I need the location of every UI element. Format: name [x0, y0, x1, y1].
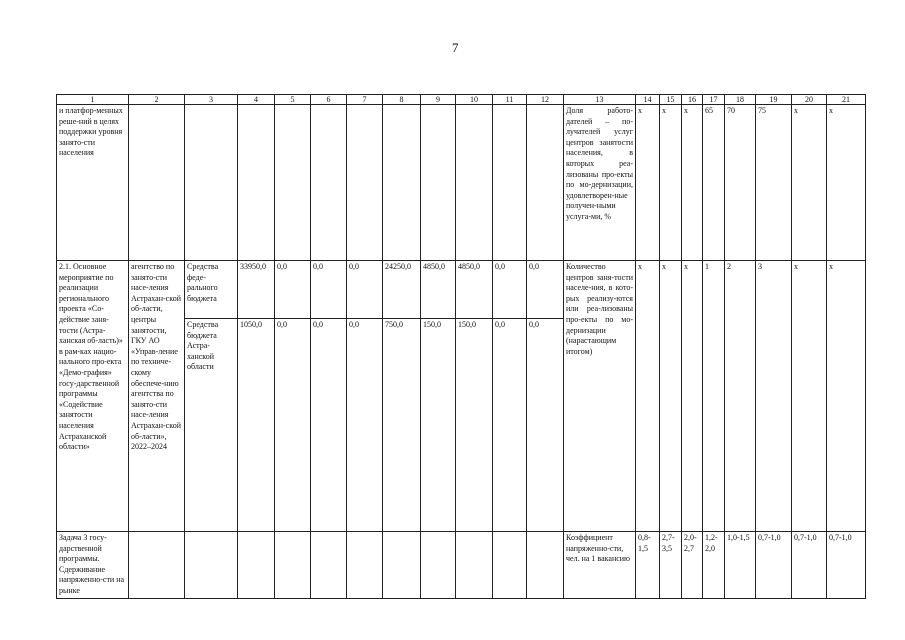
col-header: 17 [703, 95, 725, 105]
indicator-value: x [682, 105, 703, 261]
col-header: 20 [792, 95, 827, 105]
amount-cell: 0,0 [347, 261, 383, 319]
indicator-value: 1,0-1,5 [725, 532, 756, 599]
col-header: 9 [421, 95, 456, 105]
indicator-value: 65 [703, 105, 725, 261]
col-header: 19 [756, 95, 792, 105]
page-number: 7 [452, 40, 459, 55]
table-row [57, 261, 866, 319]
indicator-value: x [660, 105, 682, 261]
indicator-value: 1,2-2,0 [703, 532, 725, 599]
indicator-value: x [682, 261, 703, 532]
indicator-value: 2,7-3,5 [660, 532, 682, 599]
amount-cell: 0,0 [527, 261, 564, 319]
empty-cell [421, 532, 456, 599]
col-header: 16 [682, 95, 703, 105]
empty-cell [238, 105, 275, 261]
funding-source: Средства феде-рального бюджета [185, 261, 238, 319]
indicator-value: x [827, 261, 866, 532]
col-header: 10 [456, 95, 493, 105]
empty-cell [185, 532, 238, 599]
indicator-value: 70 [725, 105, 756, 261]
amount-cell: 0,0 [347, 319, 383, 532]
col-header: 15 [660, 95, 682, 105]
amount-cell: 0,0 [275, 319, 311, 532]
empty-cell [311, 532, 347, 599]
activity-name: 2.1. Основное мероприятие по реализации регионального проекта «Со-действие заня-тости (Астра-ханская об-ласть)» в рам-ках нацио-нального про-екта «Демо-графия» госу-дарственной программы «Содействие занятости населения Астраханской области» [57, 261, 129, 532]
indicator-name: Количество центров заня-тости населе-ния, в кото-рых реализу-ются или реа-лизованы про-екты по мо-дернизации (нарастающим итогом) [564, 261, 636, 532]
indicator-value: x [636, 105, 660, 261]
col-header: 8 [383, 95, 421, 105]
empty-cell [493, 105, 527, 261]
indicator-value: 75 [756, 105, 792, 261]
empty-cell [347, 532, 383, 599]
col-header: 4 [238, 95, 275, 105]
amount-cell: 0,0 [493, 261, 527, 319]
indicator-value: x [792, 261, 827, 532]
empty-cell [456, 532, 493, 599]
indicator-value: 0,7-1,0 [827, 532, 866, 599]
amount-cell: 24250,0 [383, 261, 421, 319]
empty-cell [129, 532, 185, 599]
amount-cell: 150,0 [456, 319, 493, 532]
empty-cell [493, 532, 527, 599]
col-header: 5 [275, 95, 311, 105]
indicator-name: Коэффициент напряженно-сти, чел. на 1 вакансию [564, 532, 636, 599]
col-header: 11 [493, 95, 527, 105]
empty-cell [275, 532, 311, 599]
funding-source: Средства бюджета Астра-ханской области [185, 319, 238, 532]
amount-cell: 150,0 [421, 319, 456, 532]
indicator-value: x [636, 261, 660, 532]
indicator-value: 0,7-1,0 [792, 532, 827, 599]
col-header: 1 [57, 95, 129, 105]
empty-cell [311, 105, 347, 261]
empty-cell [185, 105, 238, 261]
amount-cell: 0,0 [527, 319, 564, 532]
empty-cell [383, 105, 421, 261]
activity-name: и платфор-менных реше-ний в целях поддержки уровня занято-сти населения [57, 105, 129, 261]
indicator-value: 2 [725, 261, 756, 532]
task-name: Задача 3 госу-дарственной программы. Сдерживание напряженно-сти на рынке [57, 532, 129, 599]
col-header: 18 [725, 95, 756, 105]
indicator-value: 3 [756, 261, 792, 532]
col-header: 12 [527, 95, 564, 105]
indicator-value: x [660, 261, 682, 532]
indicator-value: 2,0-2,7 [682, 532, 703, 599]
indicator-value: x [827, 105, 866, 261]
col-header: 21 [827, 95, 866, 105]
amount-cell: 4850,0 [456, 261, 493, 319]
col-header: 14 [636, 95, 660, 105]
table-row [57, 532, 866, 599]
empty-cell [238, 532, 275, 599]
indicator-value: 1 [703, 261, 725, 532]
program-table [56, 94, 866, 599]
col-header: 6 [311, 95, 347, 105]
empty-cell [383, 532, 421, 599]
amount-cell: 0,0 [311, 261, 347, 319]
indicator-value: x [792, 105, 827, 261]
empty-cell [129, 105, 185, 261]
amount-cell: 0,0 [493, 319, 527, 532]
amount-cell: 1050,0 [238, 319, 275, 532]
amount-cell: 4850,0 [421, 261, 456, 319]
header-row [57, 95, 866, 105]
amount-cell: 0,0 [275, 261, 311, 319]
amount-cell: 33950,0 [238, 261, 275, 319]
indicator-value: 0,7-1,0 [756, 532, 792, 599]
empty-cell [456, 105, 493, 261]
empty-cell [527, 532, 564, 599]
col-header: 2 [129, 95, 185, 105]
empty-cell [347, 105, 383, 261]
indicator-value: 0,8-1,5 [636, 532, 660, 599]
empty-cell [275, 105, 311, 261]
empty-cell [527, 105, 564, 261]
col-header: 3 [185, 95, 238, 105]
amount-cell: 750,0 [383, 319, 421, 532]
executor: агентство по занято-сти насе-ления Астрахан-ской об-ласти, центры занятости, ГКУ АО «Управ-ление по техниче-скому обеспече-нию агентства по занято-сти насе-ления Астрахан-ской об-ласти», 2022–2024 [129, 261, 185, 532]
empty-cell [421, 105, 456, 261]
amount-cell: 0,0 [311, 319, 347, 532]
table-row [57, 105, 866, 261]
col-header: 7 [347, 95, 383, 105]
col-header: 13 [564, 95, 636, 105]
indicator-name: Доля работо-дателей – по-лучателей услуг центров занятости населения, в которых реа-лизованы про-екты по мо-дернизации, удовлетворен-ные получен-ными услуга-ми, % [564, 105, 636, 261]
